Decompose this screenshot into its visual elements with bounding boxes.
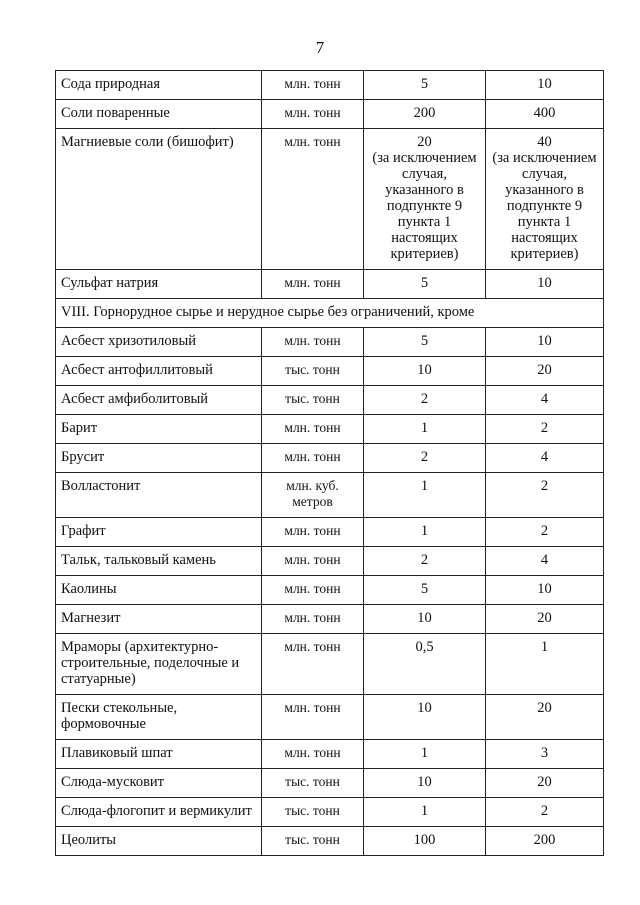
value-cell-2: 10 xyxy=(486,71,604,100)
unit-cell: млн. тонн xyxy=(262,71,364,100)
value-cell-2: 10 xyxy=(486,576,604,605)
value-cell-1: 1 xyxy=(364,518,486,547)
section-row xyxy=(56,299,604,328)
value-cell-1: 1 xyxy=(364,798,486,827)
value-cell-1: 2 xyxy=(364,444,486,473)
mineral-name: Слюда-флогопит и вермикулит xyxy=(56,798,262,827)
unit-cell: млн. тонн xyxy=(262,547,364,576)
table-row xyxy=(56,547,604,576)
unit-cell: тыс. тонн xyxy=(262,827,364,856)
table-row xyxy=(56,605,604,634)
value-cell-1: 20 (за исключением случая, указанного в подпункте 9 пункта 1 настоящих критериев) xyxy=(364,129,486,270)
table-row xyxy=(56,518,604,547)
table-row xyxy=(56,129,604,270)
value-cell-2: 2 xyxy=(486,798,604,827)
table-row xyxy=(56,386,604,415)
value-cell-2: 20 xyxy=(486,605,604,634)
value-cell-1: 1 xyxy=(364,473,486,518)
unit-cell: млн. тонн xyxy=(262,129,364,270)
unit-cell: млн. тонн xyxy=(262,270,364,299)
mineral-name: Волластонит xyxy=(56,473,262,518)
mineral-name: Брусит xyxy=(56,444,262,473)
unit-cell: тыс. тонн xyxy=(262,798,364,827)
table-row xyxy=(56,270,604,299)
mineral-name: Сода природная xyxy=(56,71,262,100)
value-cell-2: 400 xyxy=(486,100,604,129)
page-number: 7 xyxy=(315,38,325,57)
unit-cell: млн. тонн xyxy=(262,100,364,129)
value-cell-1: 100 xyxy=(364,827,486,856)
table-row xyxy=(56,100,604,129)
unit-cell: млн. тонн xyxy=(262,415,364,444)
table-row xyxy=(56,473,604,518)
value-cell-1: 10 xyxy=(364,769,486,798)
mineral-name: Магниевые соли (бишофит) xyxy=(56,129,262,270)
value-cell-1: 2 xyxy=(364,386,486,415)
mineral-name: Каолины xyxy=(56,576,262,605)
value-cell-2: 10 xyxy=(486,328,604,357)
mineral-name: Цеолиты xyxy=(56,827,262,856)
unit-cell: млн. тонн xyxy=(262,328,364,357)
criteria-table xyxy=(55,70,604,856)
mineral-name: Барит xyxy=(56,415,262,444)
mineral-name: Пески стекольные, формовочные xyxy=(56,695,262,740)
unit-cell: млн. тонн xyxy=(262,740,364,769)
mineral-name: Асбест хризотиловый xyxy=(56,328,262,357)
value-cell-2: 2 xyxy=(486,473,604,518)
value-cell-1: 5 xyxy=(364,576,486,605)
unit-cell: млн. тонн xyxy=(262,605,364,634)
unit-cell: млн. тонн xyxy=(262,695,364,740)
table-row xyxy=(56,71,604,100)
unit-cell: млн. куб. метров xyxy=(262,473,364,518)
value-cell-1: 1 xyxy=(364,415,486,444)
value-cell-1: 5 xyxy=(364,71,486,100)
unit-cell: млн. тонн xyxy=(262,518,364,547)
mineral-name: Плавиковый шпат xyxy=(56,740,262,769)
table-row xyxy=(56,415,604,444)
section-title: VIII. Горнорудное сырье и нерудное сырье без ограничений, кроме xyxy=(56,299,604,328)
value-cell-2: 4 xyxy=(486,444,604,473)
table-row xyxy=(56,695,604,740)
mineral-name: Асбест амфиболитовый xyxy=(56,386,262,415)
unit-cell: млн. тонн xyxy=(262,444,364,473)
value-cell-1: 5 xyxy=(364,328,486,357)
mineral-name: Графит xyxy=(56,518,262,547)
value-cell-1: 10 xyxy=(364,357,486,386)
table-row xyxy=(56,827,604,856)
value-cell-2: 2 xyxy=(486,415,604,444)
table-row xyxy=(56,328,604,357)
table-row xyxy=(56,444,604,473)
value-cell-2: 4 xyxy=(486,547,604,576)
value-cell-2: 2 xyxy=(486,518,604,547)
value-cell-2: 4 xyxy=(486,386,604,415)
unit-cell: тыс. тонн xyxy=(262,769,364,798)
value-cell-2: 40 (за исключением случая, указанного в подпункте 9 пункта 1 настоящих критериев) xyxy=(486,129,604,270)
value-cell-2: 20 xyxy=(486,769,604,798)
mineral-name: Соли поваренные xyxy=(56,100,262,129)
table-row xyxy=(56,740,604,769)
value-cell-2: 1 xyxy=(486,634,604,695)
value-cell-2: 10 xyxy=(486,270,604,299)
value-cell-1: 5 xyxy=(364,270,486,299)
table-row xyxy=(56,798,604,827)
mineral-name: Асбест антофиллитовый xyxy=(56,357,262,386)
unit-cell: млн. тонн xyxy=(262,634,364,695)
value-cell-2: 200 xyxy=(486,827,604,856)
value-cell-1: 2 xyxy=(364,547,486,576)
mineral-name: Слюда-мусковит xyxy=(56,769,262,798)
unit-cell: млн. тонн xyxy=(262,576,364,605)
table-row xyxy=(56,769,604,798)
value-cell-1: 200 xyxy=(364,100,486,129)
mineral-name: Мраморы (архитектурно-строительные, поделочные и статуарные) xyxy=(56,634,262,695)
mineral-name: Магнезит xyxy=(56,605,262,634)
value-cell-2: 20 xyxy=(486,357,604,386)
mineral-name: Тальк, тальковый камень xyxy=(56,547,262,576)
value-cell-1: 10 xyxy=(364,695,486,740)
value-cell-1: 0,5 xyxy=(364,634,486,695)
value-cell-1: 1 xyxy=(364,740,486,769)
table-row xyxy=(56,357,604,386)
unit-cell: тыс. тонн xyxy=(262,357,364,386)
table-row xyxy=(56,576,604,605)
value-cell-1: 10 xyxy=(364,605,486,634)
table-row xyxy=(56,634,604,695)
value-cell-2: 3 xyxy=(486,740,604,769)
value-cell-2: 20 xyxy=(486,695,604,740)
unit-cell: тыс. тонн xyxy=(262,386,364,415)
mineral-name: Сульфат натрия xyxy=(56,270,262,299)
